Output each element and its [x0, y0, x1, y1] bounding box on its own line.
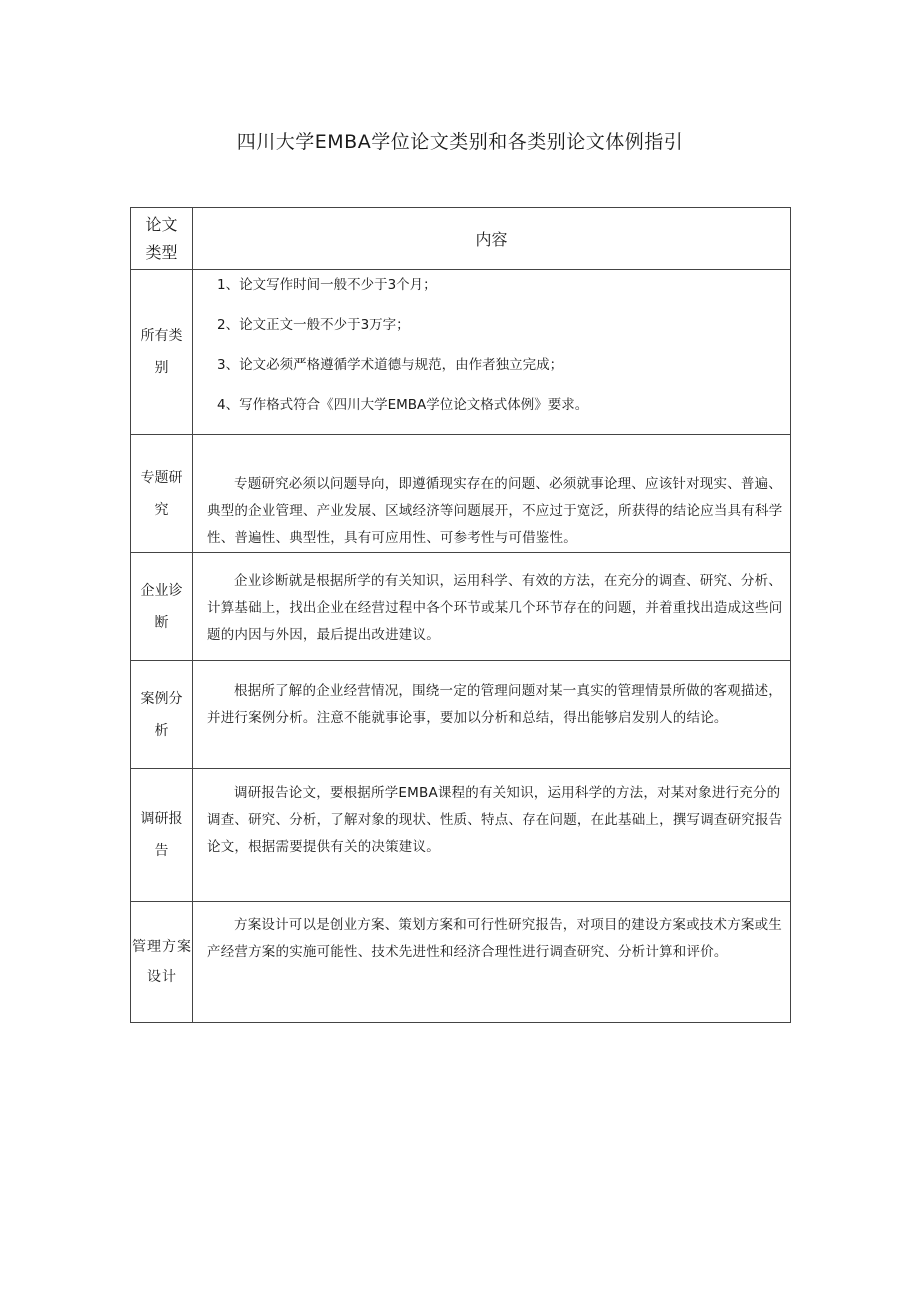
table-row-topic-research — [131, 435, 791, 553]
content-case-analysis: 根据所了解的企业经营情况，围绕一定的管理问题对某一真实的管理情景所做的客观描述，并进行案例分析。注意不能就事论事，要加以分析和总结，得出能够启发别人的结论。 — [207, 683, 782, 726]
type-label-enterprise-diagnosis: 企业诊断 — [140, 582, 183, 631]
type-cell-enterprise-diagnosis — [131, 553, 193, 661]
header-content-label: 内容 — [193, 208, 791, 270]
rule-item: 2、论文正文一般不少于3万字； — [217, 317, 410, 333]
type-label-topic-research: 专题研究 — [140, 469, 183, 518]
content-survey-report: 调研报告论文，要根据所学EMBA课程的有关知识，运用科学的方法，对某对象进行充分的调查、研究、分析，了解对象的现状、性质、特点、存在问题，在此基础上，撰写调查研究报告论文，根据需要提供有关的决策建议。 — [207, 785, 783, 855]
type-label-case-analysis: 案例分析 — [140, 690, 183, 739]
rule-list — [193, 270, 790, 434]
content-topic-research: 专题研究必须以问题导向，即遵循现实存在的问题、必须就事论理、应该针对现实、普遍、典型的企业管理、产业发展、区域经济等问题展开，不应过于宽泛，所获得的结论应当具有科学性、普遍性、典型性，具有可应用性、可参考性与可借鉴性。 — [207, 476, 783, 546]
type-label-survey-report: 调研报告 — [140, 811, 183, 859]
type-label-all: 所有类别 — [140, 328, 183, 376]
table-row-all-types — [131, 270, 791, 435]
content-cell-all — [193, 270, 791, 435]
thesis-type-table — [130, 207, 791, 1023]
content-cell-topic-research — [193, 435, 791, 553]
content-management-plan: 方案设计可以是创业方案、策划方案和可行性研究报告，对项目的建设方案或技术方案或生产经营方案的实施可能性、技术先进性和经济合理性进行调查研究、分析计算和评价。 — [207, 917, 782, 960]
rule-item: 3、论文必须严格遵循学术道德与规范，由作者独立完成； — [217, 357, 564, 373]
table-row-survey-report — [131, 769, 791, 902]
content-cell-survey-report — [193, 769, 791, 902]
type-cell-management-plan — [131, 902, 193, 1023]
type-label-management-plan: 管理方案设计 — [132, 939, 192, 985]
content-cell-management-plan — [193, 902, 791, 1023]
content-enterprise-diagnosis: 企业诊断就是根据所学的有关知识，运用科学、有效的方法，在充分的调查、研究、分析、计算基础上，找出企业在经营过程中各个环节或某几个环节存在的问题，并着重找出造成这些问题的内因与外因，最后提出改进建议。 — [207, 573, 783, 643]
table-row-management-plan — [131, 902, 791, 1023]
content-cell-case-analysis — [193, 661, 791, 769]
page-title: 四川大学EMBA学位论文类别和各类别论文体例指引 — [236, 131, 684, 153]
table-header-row — [131, 208, 791, 270]
rule-item: 4、写作格式符合《四川大学EMBA学位论文格式体例》要求。 — [217, 397, 589, 413]
header-type-label: 论文类型 — [145, 214, 178, 262]
content-cell-enterprise-diagnosis — [193, 553, 791, 661]
type-cell-all — [131, 270, 193, 435]
header-type-cell — [131, 208, 193, 270]
rule-item: 1、论文写作时间一般不少于3个月； — [217, 277, 437, 293]
type-cell-topic-research — [131, 435, 193, 553]
table-row-case-analysis — [131, 661, 791, 769]
type-cell-survey-report — [131, 769, 193, 902]
type-cell-case-analysis — [131, 661, 193, 769]
table-row-enterprise-diagnosis — [131, 553, 791, 661]
